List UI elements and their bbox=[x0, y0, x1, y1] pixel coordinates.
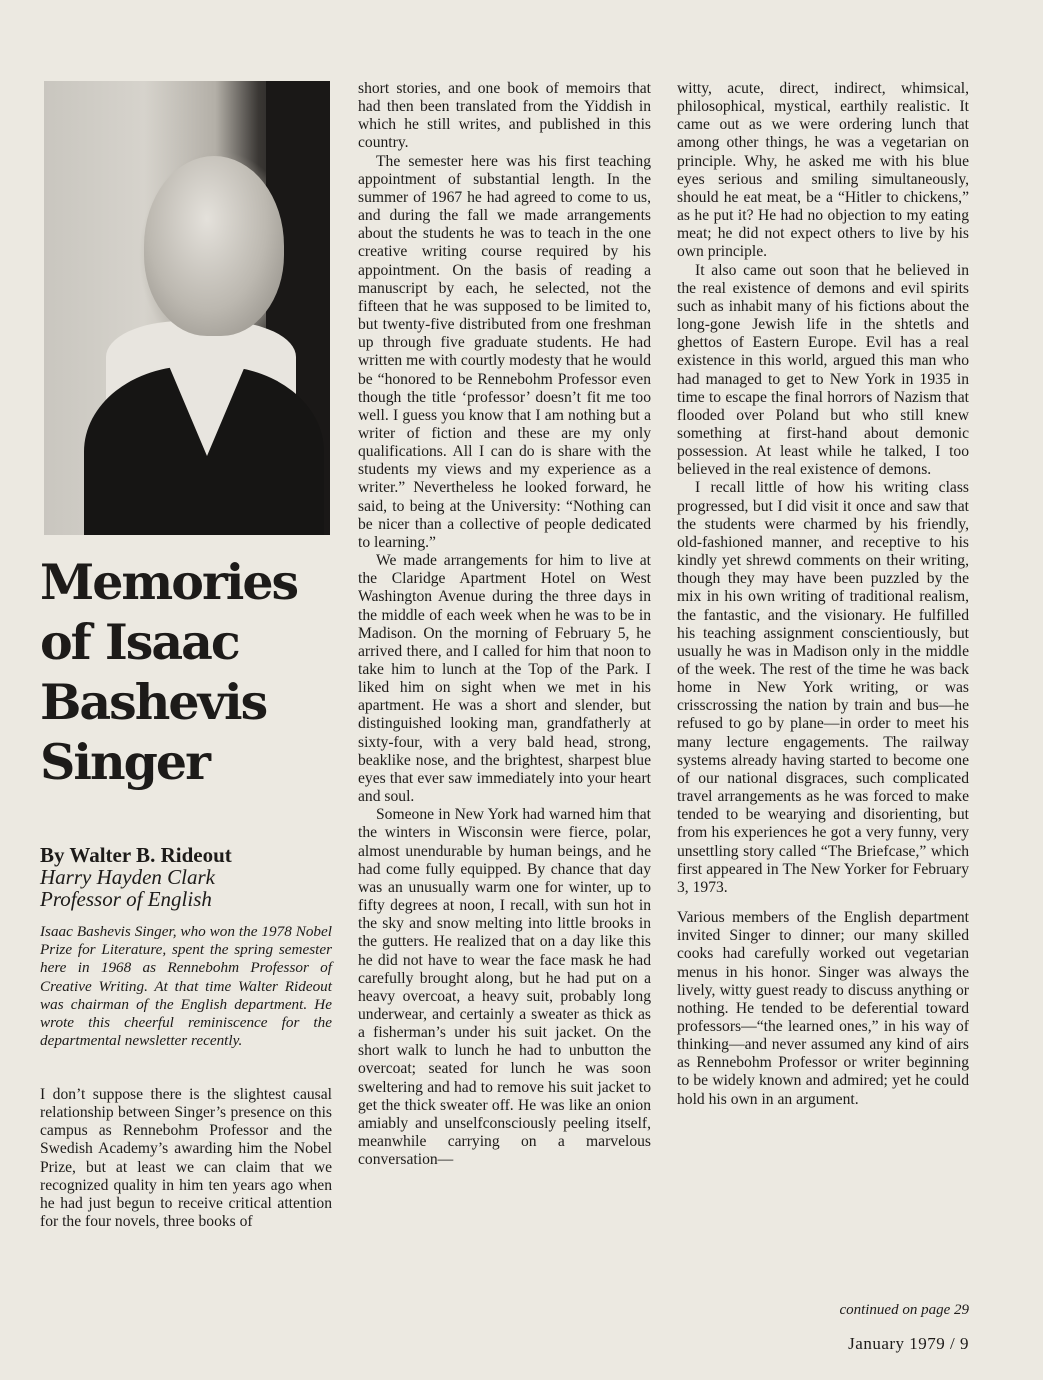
page-folio: January 1979 / 9 bbox=[848, 1334, 969, 1353]
paragraph: The semester here was his first teaching appointment of substantial length. In the summer of 1967 he had agreed to come to us, and during the fall we made arrangements about the students he was to teach in the one creative writing course required by his appointment. On the basis of reading a manuscript by each, he selected, not the fifteen that he was supposed to be limited to, but twenty-five distributed from one freshman up through five graduate students. He had written me with courtly modesty that he would be “honored to be Rennebohm Professor even though the title ‘professor’ doesn’t fit me too well. I guess you know that I am nothing but a writer of fiction and these are my only qualifications. All I can do is share with the students my views and my experience as a writer.” Nevertheless he looked forward, he said, to being at the University: “Nothing can be nicer than a collective of people dedicated to learning.” bbox=[358, 152, 651, 551]
paragraph: Various members of the English department invited Singer to dinner; our many skilled cooks had carefully worked out vegetarian menus in his honor. Singer was always the lively, witty guest ready to discuss anything or nothing. He tended to be deferential toward professors—“the learned ones,” in his way of thinking—and never assumed any kind of airs as Rennebohm Professor or writer beginning to be widely known and admired; yet he could hold his own in an argument. bbox=[677, 909, 969, 1108]
paragraph: It also came out soon that he believed in the real existence of demons and evil spirits such as inhabit many of his fictions about the long-gone Jewish life in the shtetls and ghettos of Eastern Europe. Evil has a real existence in this world, argued this man who had managed to get to New York in 1935 in time to escape the final horrors of Nazism that flooded over Poland but who still knew something at first-hand about demonic possession. At least while he talked, I too believed in the real existence of demons. bbox=[677, 261, 969, 479]
paragraph: I recall little of how his writing class progressed, but I did visit it once and saw that the students were charmed by his friendly, old-fashioned manner, and receptive to his kindly yet shrewd comments on their writing, though they may have been puzzled by the mix in his own writing of traditional realism, the fantastic, and the visionary. He fulfilled his teaching assignment conscientiously, but usually he was in Madison only in the middle of the week. The rest of the time he was back home in New York writing, or was crisscrossing the nation by train and bus—he refused to go by plane—in order to meet his many lecture engagements. The railway systems already having started to become one of our national disgraces, such complicated travel arrangements as he was forced to make tended to be wearying and disorienting, but from his experiences he got a very funny, very unsettling story called “The Briefcase,” which first appeared in The New Yorker for February 3, 1973. bbox=[677, 479, 969, 896]
article-intro: Isaac Bashevis Singer, who won the 1978 Nobel Prize for Literature, spent the spring semester here in 1968 as Rennebohm Professor of Creative Writing. At that time Walter Rideout was chairman of the English department. He wrote this cheerful reminiscence for the departmental newsletter recently. bbox=[40, 923, 332, 1050]
column-3 bbox=[677, 80, 969, 1109]
paragraph: short stories, and one book of memoirs that had then been translated from the Yiddish in which he still writes, and published in this country. bbox=[358, 80, 651, 152]
continued-note: continued on page 29 bbox=[839, 1302, 969, 1318]
paragraph: I don’t suppose there is the slightest causal relationship between Singer’s presence on this campus as Rennebohm Professor and the Swedish Academy’s awarding him the Nobel Prize, but at least we can claim that we recognized quality in him ten years ago when he had just begun to receive critical attention for the four novels, three books of bbox=[40, 1086, 332, 1231]
author-name: By Walter B. Rideout bbox=[40, 843, 232, 867]
byline bbox=[40, 844, 340, 910]
article-title: Memories of Isaac Bashevis Singer bbox=[40, 553, 298, 791]
column-1 bbox=[40, 1086, 332, 1231]
column-2 bbox=[358, 80, 651, 1169]
paragraph: witty, acute, direct, indirect, whimsical, philosophical, mystical, earthily realistic. It came out as we were ordering lunch that among other things, he was a vegetarian on principle. Why, he asked me with his blue eyes serious and smiling simultaneously, should he eat meat, be a “Hitler to chickens,” as he put it? He had no objection to my eating meat; he did not expect others to live by his own principle. bbox=[677, 80, 969, 261]
author-portrait-photo bbox=[44, 81, 330, 535]
paragraph: Someone in New York had warned him that the winters in Wisconsin were fierce, polar, almost unendurable by human beings, and he had come fully equipped. By chance that day was an unusually warm one for winter, up to fifty degrees at noon, I recall, with sun hot in the sky and snow melting into little brooks in the gutters. He realized that on a day like this he did not have to wear the face mask he had carefully brought along, but he had put on a heavy overcoat, a heavy suit, probably long underwear, and certainly a sweater as thick as a fisherman’s under his suit jacket. On the short walk to lunch he had to unbutton the overcoat; seated for lunch he was soon sweltering and had to remove his suit jacket to get the thick sweater off. He was like an onion amiably and unselfconsciously peeling itself, meanwhile carrying on a marvelous conversation— bbox=[358, 806, 651, 1169]
author-title-line1: Harry Hayden Clark bbox=[40, 865, 215, 889]
paragraph: We made arrangements for him to live at the Claridge Apartment Hotel on West Washington Avenue during the three days in the middle of each week when he was to be in Madison. On the morning of February 5, he arrived there, and I called for him that noon to take him to lunch at the Top of the Park. I liked him on sight when we met in his apartment. He was a short and slender, but distinguished looking man, grandfatherly at sixty-four, with a very bald head, strong, beaklike nose, and the brightest, sharpest blue eyes that ever saw immediately into your heart and soul. bbox=[358, 552, 651, 806]
author-title-line2: Professor of English bbox=[40, 887, 212, 911]
